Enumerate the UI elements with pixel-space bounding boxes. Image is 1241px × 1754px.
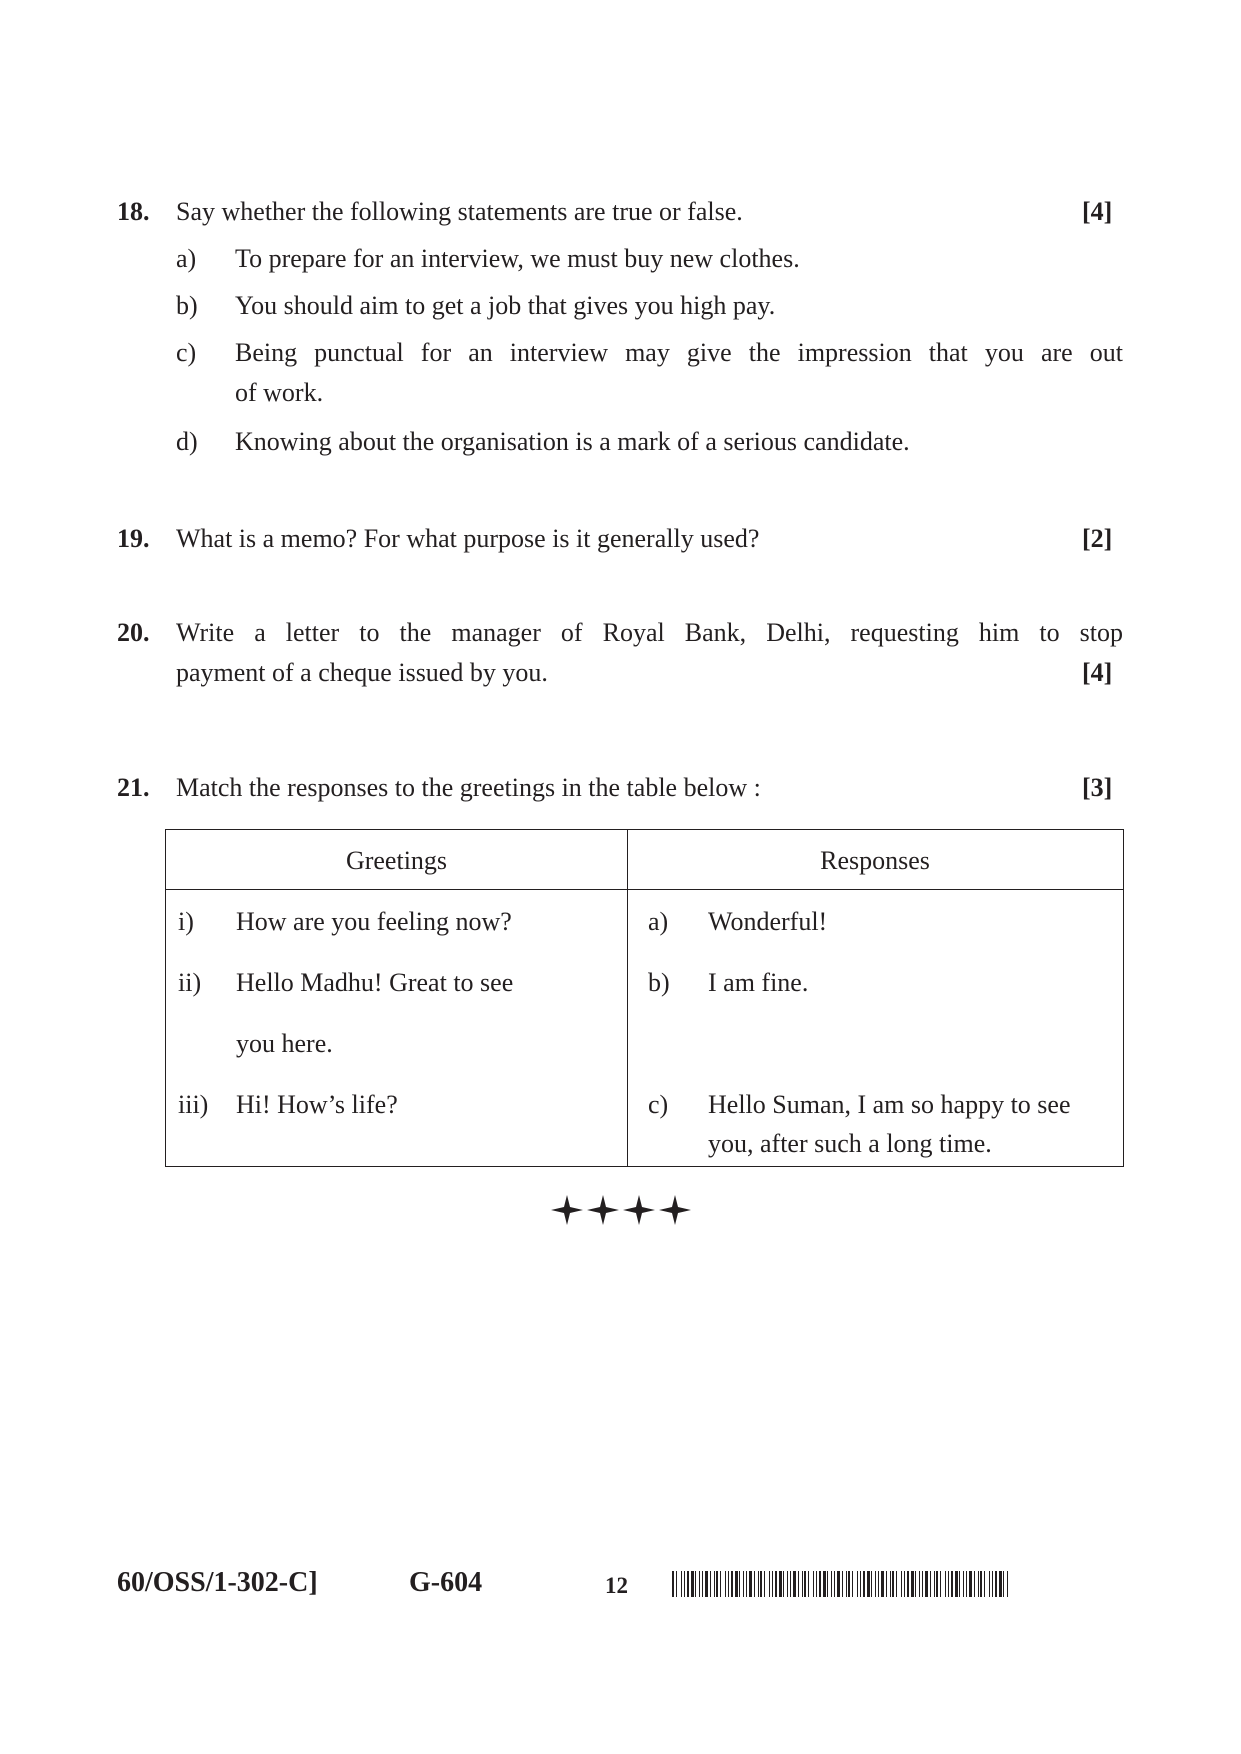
- question-18-marks: [4]: [1082, 197, 1113, 226]
- barcode-bar: [831, 1571, 832, 1597]
- responses-column: [628, 890, 1124, 1167]
- barcode-bar: [940, 1571, 941, 1597]
- barcode-bar: [714, 1571, 715, 1597]
- barcode-bar: [995, 1571, 997, 1597]
- barcode-bar: [915, 1571, 916, 1597]
- footer-paper-code: 60/OSS/1-302-C]: [117, 1567, 318, 1598]
- barcode-bar: [978, 1571, 979, 1597]
- barcode-bar: [725, 1571, 726, 1597]
- barcode-bar: [904, 1571, 905, 1597]
- greeting-text: Hi! How’s life?: [236, 1090, 398, 1119]
- table-header-greetings: Greetings: [345, 846, 448, 875]
- barcode-bar: [705, 1571, 708, 1597]
- question-20-marks: [4]: [1082, 658, 1113, 687]
- barcode-bar: [955, 1571, 958, 1597]
- question-21-text: Match the responses to the greetings in the table below :: [176, 773, 761, 802]
- barcode-bar: [819, 1571, 821, 1597]
- barcode-bar: [764, 1571, 765, 1597]
- barcode-bar: [886, 1571, 887, 1597]
- barcode-bar: [919, 1571, 920, 1597]
- response-label: c): [648, 1090, 669, 1119]
- response-text: I am fine.: [708, 968, 809, 997]
- barcode-bar: [892, 1571, 894, 1597]
- barcode-bar: [936, 1571, 938, 1597]
- match-table: [165, 829, 1124, 1167]
- barcode-bar: [808, 1571, 809, 1597]
- barcode-bar: [823, 1571, 826, 1597]
- q18-item-c-text-line2: of work.: [235, 378, 324, 407]
- barcode-bar: [775, 1571, 777, 1597]
- barcode-bar: [798, 1571, 799, 1597]
- barcode-bar: [772, 1571, 773, 1597]
- barcode-bar: [867, 1571, 870, 1597]
- question-21-number: 21.: [117, 773, 150, 802]
- barcode-bar: [834, 1571, 835, 1597]
- barcode-bar: [1007, 1571, 1008, 1597]
- barcode-bar: [901, 1571, 902, 1597]
- response-text-line2: you, after such a long time.: [708, 1129, 992, 1158]
- q18-item-a-label: a): [176, 244, 197, 273]
- barcode-bar: [735, 1571, 738, 1597]
- barcode-bar: [959, 1571, 960, 1597]
- barcode-bar: [739, 1571, 740, 1597]
- barcode-bar: [787, 1571, 788, 1597]
- barcode-bar: [857, 1571, 858, 1597]
- table-header-responses: Responses: [820, 846, 930, 875]
- barcode-bar: [716, 1571, 718, 1597]
- four-point-star-icon: [623, 1195, 655, 1225]
- barcode-bar: [691, 1571, 694, 1597]
- barcode-bar: [746, 1571, 747, 1597]
- barcode-bar: [922, 1571, 923, 1597]
- barcode-bar: [760, 1571, 762, 1597]
- response-label: a): [648, 907, 669, 936]
- barcode-bar: [860, 1571, 861, 1597]
- q18-item-d-text: Knowing about the organisation is a mark of a serious candidate.: [235, 427, 910, 456]
- barcode-bar: [969, 1571, 972, 1597]
- question-20-text-line1: Write a letter to the manager of Royal Bank, Delhi, requesting him to stop: [176, 618, 1123, 647]
- barcode-bar: [848, 1571, 850, 1597]
- barcode-bar: [842, 1571, 843, 1597]
- question-19-text: What is a memo? For what purpose is it generally used?: [176, 524, 760, 553]
- question-18-number: 18.: [117, 197, 150, 226]
- barcode-bar: [749, 1571, 752, 1597]
- question-19-number: 19.: [117, 524, 150, 553]
- q18-item-c-text-line1: Being punctual for an interview may give the impression that you are out: [235, 338, 1123, 367]
- response-text: Wonderful!: [708, 907, 828, 936]
- q18-item-b-text: You should aim to get a job that gives you high pay.: [235, 291, 776, 320]
- barcode-bar: [896, 1571, 897, 1597]
- barcode-bar: [804, 1571, 806, 1597]
- barcode-bar: [769, 1571, 770, 1597]
- question-20-number: 20.: [117, 618, 150, 647]
- barcode-icon: [672, 1571, 1012, 1597]
- barcode-bar: [974, 1571, 975, 1597]
- barcode-bar: [754, 1571, 755, 1597]
- barcode-bar: [720, 1571, 721, 1597]
- barcode-bar: [875, 1571, 876, 1597]
- four-point-star-icon: [587, 1195, 619, 1225]
- barcode-bar: [989, 1571, 990, 1597]
- barcode-bar: [672, 1571, 674, 1597]
- barcode-bar: [695, 1571, 696, 1597]
- barcode-bar: [980, 1571, 982, 1597]
- barcode-bar: [728, 1571, 729, 1597]
- barcode-bar: [992, 1571, 993, 1597]
- barcode-bar: [702, 1571, 703, 1597]
- table-header-greetings-cell: [166, 830, 628, 890]
- barcode-bar: [802, 1571, 803, 1597]
- barcode-bar: [684, 1571, 685, 1597]
- q18-item-a-text: To prepare for an interview, we must buy new clothes.: [235, 244, 800, 273]
- question-20-text-line2: payment of a cheque issued by you.: [176, 658, 548, 687]
- barcode-bar: [999, 1571, 1002, 1597]
- barcode-bar: [1003, 1571, 1004, 1597]
- footer-series-code: G-604: [409, 1567, 483, 1598]
- greeting-label: iii): [178, 1090, 209, 1119]
- four-point-star-icon: [551, 1195, 583, 1225]
- barcode-bar: [945, 1571, 946, 1597]
- response-label: b): [648, 968, 670, 997]
- barcode-bar: [793, 1571, 796, 1597]
- barcode-bar: [779, 1571, 782, 1597]
- barcode-bar: [871, 1571, 872, 1597]
- barcode-bar: [911, 1571, 914, 1597]
- question-19-marks: [2]: [1082, 524, 1113, 553]
- question-21-marks: [3]: [1082, 773, 1113, 802]
- barcode-bar: [984, 1571, 985, 1597]
- barcode-bar: [676, 1571, 677, 1597]
- barcode-bar: [758, 1571, 759, 1597]
- four-point-star-icon: [659, 1195, 691, 1225]
- end-marker-stars: [549, 1193, 693, 1227]
- q18-item-d-label: d): [176, 427, 198, 456]
- q18-item-c-label: c): [176, 338, 197, 367]
- greetings-column: [166, 890, 628, 1167]
- barcode-bar: [951, 1571, 953, 1597]
- barcode-bar: [925, 1571, 928, 1597]
- greeting-text-line2: you here.: [236, 1029, 333, 1058]
- barcode-bar: [846, 1571, 847, 1597]
- barcode-bar: [783, 1571, 784, 1597]
- greeting-text-line1: Hello Madhu! Great to see: [236, 968, 514, 997]
- footer-page-number: 12: [605, 1573, 628, 1598]
- greeting-label: i): [178, 907, 194, 936]
- barcode-bar: [837, 1571, 840, 1597]
- barcode-bar: [687, 1571, 689, 1597]
- barcode-bar: [878, 1571, 879, 1597]
- barcode-bar: [907, 1571, 909, 1597]
- response-text-line1: Hello Suman, I am so happy to see: [708, 1090, 1071, 1119]
- question-18-text: Say whether the following statements are true or false.: [176, 197, 743, 226]
- barcode-bar: [881, 1571, 884, 1597]
- barcode-bar: [890, 1571, 891, 1597]
- barcode-bar: [743, 1571, 744, 1597]
- greeting-text: How are you feeling now?: [236, 907, 512, 936]
- barcode-bar: [681, 1571, 682, 1597]
- table-header-responses-cell: [628, 830, 1124, 890]
- barcode-bar: [934, 1571, 935, 1597]
- greeting-label: ii): [178, 968, 202, 997]
- barcode-bar: [852, 1571, 853, 1597]
- barcode-bar: [710, 1571, 711, 1597]
- barcode-bar: [948, 1571, 949, 1597]
- barcode-bar: [816, 1571, 817, 1597]
- barcode-bar: [827, 1571, 828, 1597]
- barcode-bar: [930, 1571, 931, 1597]
- barcode-bar: [863, 1571, 865, 1597]
- barcode-bar: [790, 1571, 791, 1597]
- barcode-bar: [963, 1571, 964, 1597]
- barcode-bar: [966, 1571, 967, 1597]
- barcode-bar: [731, 1571, 733, 1597]
- q18-item-b-label: b): [176, 291, 198, 320]
- barcode-bar: [813, 1571, 814, 1597]
- barcode-bar: [699, 1571, 700, 1597]
